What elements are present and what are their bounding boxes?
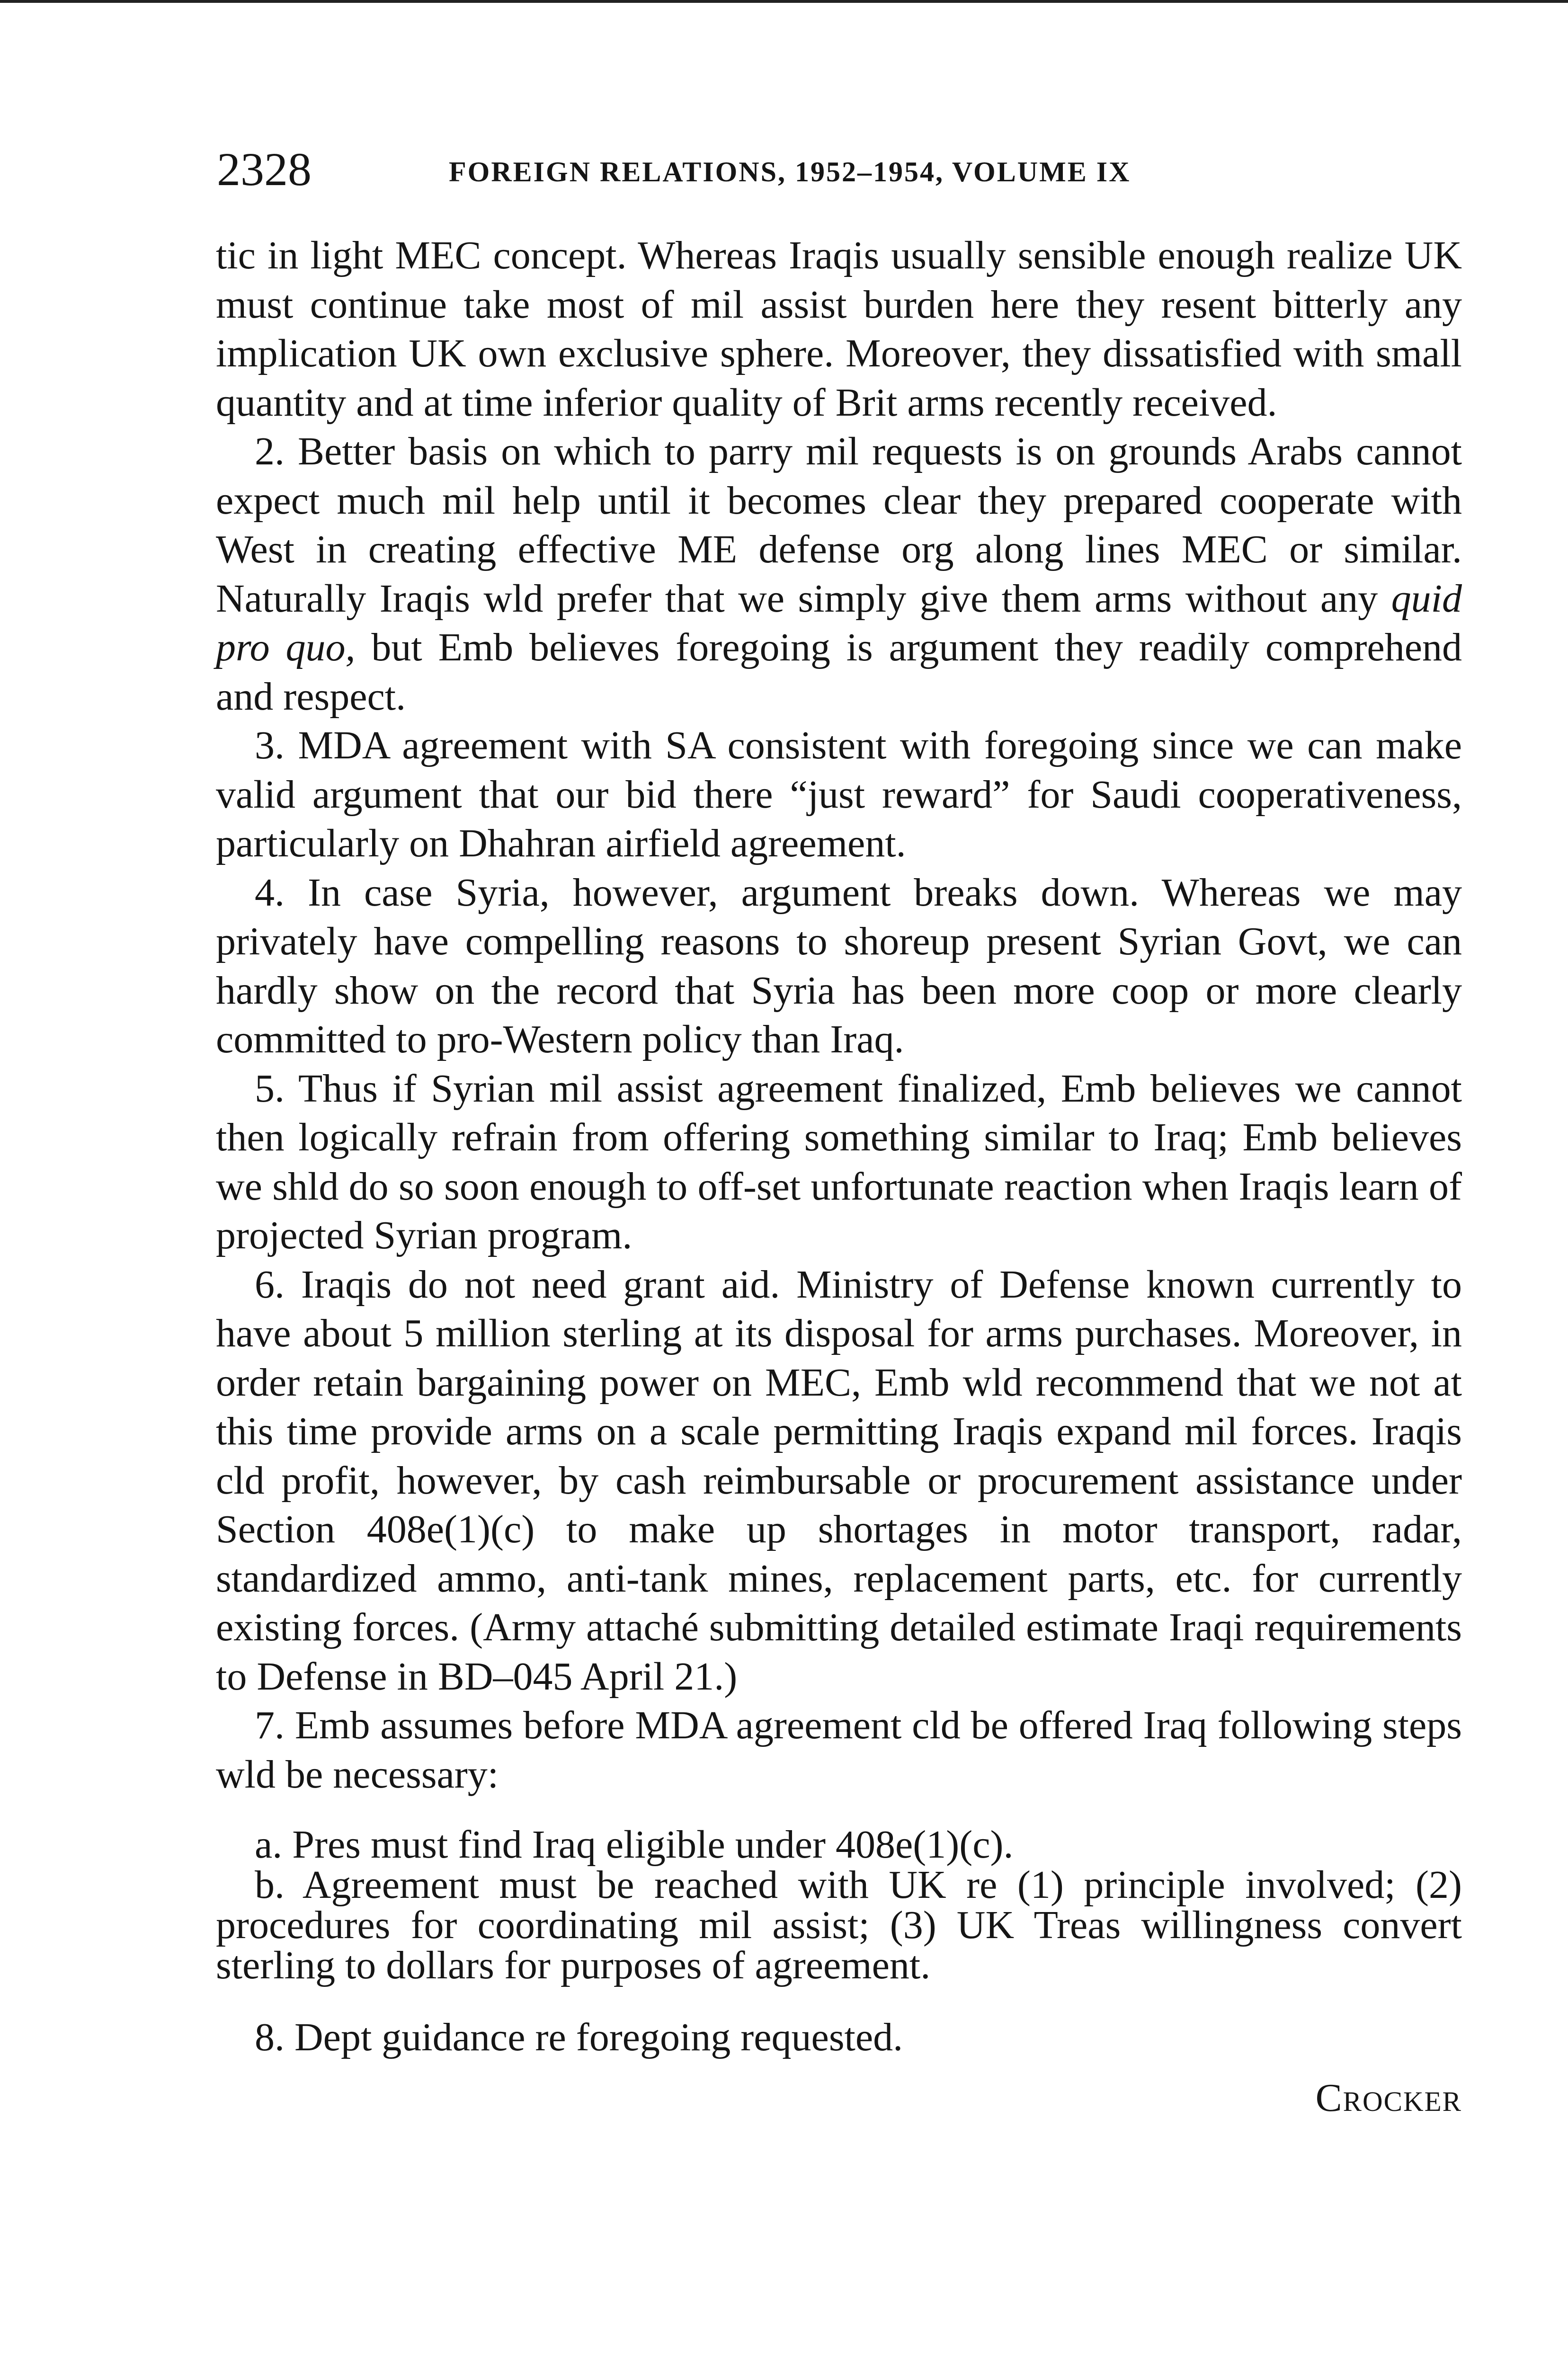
paragraph-2-text-b: but Emb believes foregoing is argument they readily comprehend and respect. [216,625,1462,719]
page-top-edge [0,0,1568,3]
paragraph-8: 8. Dept guidance re foregoing requested. [255,2015,903,2059]
document-body [216,231,1462,2122]
signature: Crocker [1315,2075,1462,2120]
list-item-a: a. Pres must find Iraq eligible under 408e(1)(c). [255,1823,1014,1867]
paragraph-2 [216,427,1462,721]
paragraph-2-text-a: 2. Better basis on which to parry mil requests is on grounds Arabs cannot expect much mil help until it becomes clear they prepared cooperate with West in creating effective ME defense org along lines MEC or similar. Naturally Iraqis wld prefer that we simply give them arms without any [216,429,1462,621]
paragraph-7: 7. Emb assumes before MDA agreement cld be offered Iraq following steps wld be necessary: [216,1703,1462,1797]
paragraph-6: 6. Iraqis do not need grant aid. Ministry of Defense known currently to have about 5 million sterling at its disposal for arms purchases. Moreover, in order retain bargaining power on MEC, Emb wld recommend that we not at this time provide arms on a scale permitting Iraqis expand mil forces. Iraqis cld profit, however, by cash reimbursable or procurement assistance under Section 408e(1)(c) to make up shortages in motor transport, radar, standardized ammo, anti-tank mines, replacement parts, etc. for currently existing forces. (Army attaché submitting detailed estimate Iraqi requirements to Defense in BD–045 April 21.) [216,1262,1462,1699]
running-head: FOREIGN RELATIONS, 1952–1954, VOLUME IX [449,156,1131,187]
paragraph-5: 5. Thus if Syrian mil assist agreement finalized, Emb believes we cannot then logically refrain from offering something similar to Iraq; Emb believes we shld do so soon enough to off-set unfortunate reaction when Iraqis learn of projected Syrian program. [216,1066,1462,1257]
paragraph-continued: tic in light MEC concept. Whereas Iraqis usually sensible enough realize UK must continue take most of mil assist burden here they resent bitterly any implication UK own exclusive sphere. Moreover, they dissatisfied with small quantity and at time inferior quality of Brit arms recently received. [216,233,1462,425]
page-number: 2328 [217,143,312,196]
list-item-b: b. Agreement must be reached with UK re (1) principle involved; (2) procedures for coordinating mil assist; (3) UK Treas willingness convert sterling to dollars for purposes of agreement. [216,1863,1462,1987]
page-header [217,141,1462,198]
paragraph-4: 4. In case Syria, however, argument breaks down. Whereas we may privately have compelling reasons to shoreup present Syrian Govt, we can hardly show on the record that Syria has been more coop or more clearly committed to pro-Western policy than Iraq. [216,870,1462,1061]
paragraph-3: 3. MDA agreement with SA consistent with foregoing since we can make valid argument that our bid there “just reward” for Saudi cooperativeness, particularly on Dhahran airfield agreement. [216,723,1462,865]
steps-list [216,1824,1462,1985]
paragraph-2-italic: quid pro quo, [216,576,1462,669]
